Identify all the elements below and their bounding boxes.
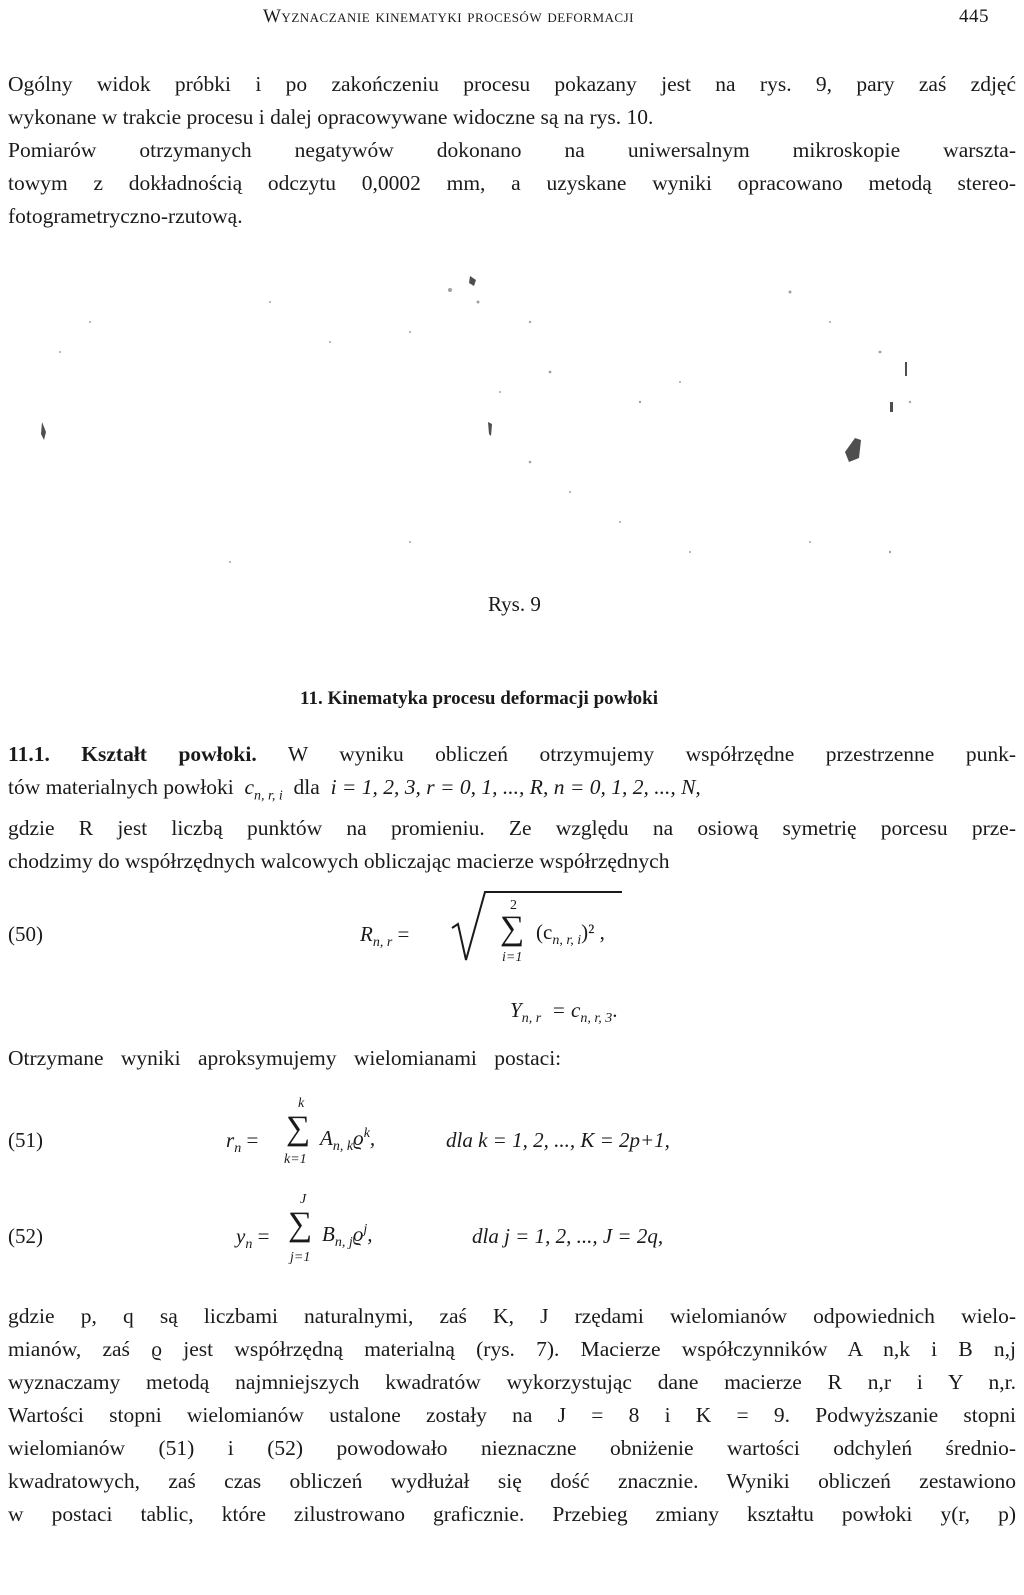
paragraph-line: chodzimy do współrzędnych walcowych obliczając macierze współrzędnych — [8, 849, 670, 874]
paragraph-line: gdzie p, q są liczbami naturalnymi, zaś K, J rzędami wielomianów odpowiednich wielo- — [8, 1304, 1016, 1328]
index-ranges: i = 1, 2, 3, r = 0, 1, ..., R, n = 0, 1, 2, ..., N, — [330, 775, 701, 799]
final-paragraph — [8, 1300, 1016, 1531]
paragraph-line: 11.1. Kształt powłoki. W wyniku obliczeń otrzymujemy współrzędne przestrzenne punk- — [8, 742, 1016, 766]
paragraph-line: wykonane w trakcie procesu i dalej opracowywane widoczne są na rys. 10. — [8, 105, 654, 129]
eq51-sum-upper: k — [298, 1096, 305, 1111]
equation-50-lhs: $R_{n, r}$ = — [360, 922, 410, 951]
approximation-intro: Otrzymane wyniki aproksymujemy wielomianami postaci: — [8, 1046, 562, 1070]
running-header — [0, 6, 1024, 30]
paragraph-line: Pomiarów otrzymanych negatywów dokonano na uniwersalnym mikroskopie warszta- — [8, 138, 1016, 162]
eq51-summation-symbol: ∑ — [286, 1110, 311, 1147]
equation-50b: $Y_{n, r} = c_{n, r, 3}$. — [510, 998, 618, 1027]
equation-number-52: (52) — [8, 1224, 43, 1248]
paragraph-line: wielomianów (51) i (52) powodowało nieznaczne obniżenie wartości odchyleń średnio- — [8, 1436, 1016, 1460]
header-title: Wyznaczanie kinematyki procesów deformacji — [263, 6, 634, 27]
paragraph-line: towym z dokładnością odczytu 0,0002 mm, a uzyskane wyniki opracowano metodą stereo- — [8, 171, 1016, 195]
eq50-sum-upper: 2 — [510, 898, 517, 913]
equation-52-condition: dla j = 1, 2, ..., J = 2q, — [472, 1224, 664, 1248]
specimen-photo — [30, 262, 970, 582]
eq52-sum-upper: J — [300, 1192, 307, 1207]
paragraph-line: wyznaczamy metodą najmniejszych kwadratów wykorzystując dane macierze R n,r i Y n,r. — [8, 1370, 1016, 1394]
paragraph-line: Wartości stopni wielomianów ustalone zostały na J = 8 i K = 9. Podwyższanie stopni — [8, 1403, 1016, 1427]
eq52-summation-symbol: ∑ — [288, 1206, 313, 1243]
paragraph-line: mianów, zaś ϱ jest współrzędną materialną (rys. 7). Macierze współczynników A n,k i B n,j — [8, 1337, 1016, 1361]
eq51-sum-lower: k=1 — [284, 1152, 307, 1167]
eq52-sum-lower: j=1 — [290, 1250, 311, 1265]
paragraph-line: w postaci tablic, które zilustrowano graficznie. Przebieg zmiany kształtu powłoki y(r, p) — [8, 1502, 1016, 1526]
paragraph-line: Ogólny widok próbki i po zakończeniu procesu pokazany jest na rys. 9, pary zaś zdjęć — [8, 72, 1016, 96]
equation-51-condition: dla k = 1, 2, ..., K = 2p+1, — [446, 1128, 670, 1152]
section-paragraph — [8, 738, 1016, 878]
equation-51-body: $A_{n, k}ϱ^k$, — [320, 1126, 376, 1155]
figure-caption: Rys. 9 — [488, 592, 541, 616]
section-title: 11. Kinematyka procesu deformacji powłoki — [300, 688, 659, 709]
equation-51-lhs: $r_n$ = — [226, 1128, 259, 1157]
equation-50-body: $(c_{n, r, i})^2$ , — [536, 920, 605, 949]
paragraph-line: kwadratowych, zaś czas obliczeń wydłużał się dość znacznie. Wyniki obliczeń zestawiono — [8, 1469, 1016, 1493]
equation-52-lhs: $y_n$ = — [236, 1224, 270, 1253]
equation-number-51: (51) — [8, 1128, 43, 1152]
eq50-sum-lower: i=1 — [502, 950, 523, 965]
paragraph-line: fotogrametryczno-rzutową. — [8, 204, 243, 228]
paragraph-line: tów materialnych powłoki $c_{n, r, i}$ dla i = 1, 2, 3, r = 0, 1, ..., R, n = 0, 1, 2, ..., N, — [8, 775, 701, 804]
paragraph-line: gdzie R jest liczbą punktów na promieniu. Ze względu na osiową symetrię porcesu prze- — [8, 816, 1016, 841]
subsection-label: 11.1. Kształt powłoki. — [8, 742, 257, 766]
page-number: 445 — [959, 6, 989, 27]
equation-52-body: $B_{n, j}ϱ^j$, — [322, 1222, 373, 1251]
equation-number-50: (50) — [8, 922, 43, 946]
intro-paragraph — [8, 68, 1016, 233]
eq50-summation-symbol: ∑ — [500, 910, 525, 947]
